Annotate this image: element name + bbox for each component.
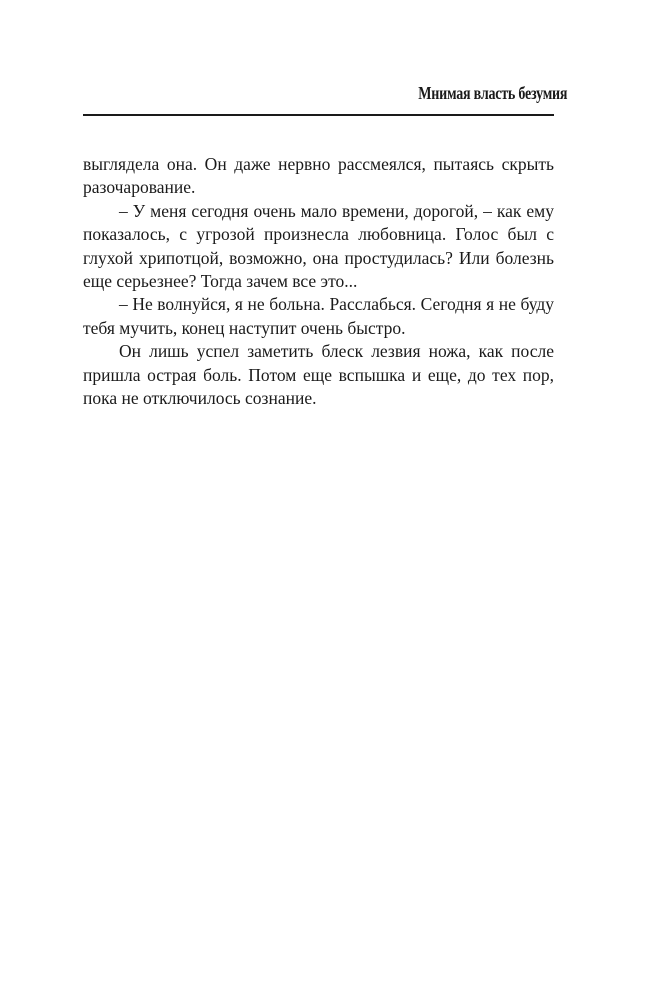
paragraph-1: выглядела она. Он даже нервно рассмеялся, пытаясь скрыть разочарование. [83,154,554,198]
header-rule [83,114,554,116]
paragraph-2: – У меня сегодня очень мало времени, дорогой, – как ему показалось, с угрозой произнесла любовница. Голос был с глухой хрипотцой, возможно, она простудилась? Или болезнь еще серьезнее? Тогда зачем все это... [83,200,554,292]
running-title: Мнимая власть безумия [418,83,568,103]
paragraph-4: Он лишь успел заметить блеск лезвия ножа, как после пришла острая боль. Потом еще вспышка и еще, до тех пор, пока не отключилось сознание. [83,341,554,409]
page-text [83,153,554,410]
paragraph-3: – Не волнуйся, я не больна. Расслабься. Сегодня я не буду тебя мучить, конец наступит очень быстро. [83,294,554,338]
